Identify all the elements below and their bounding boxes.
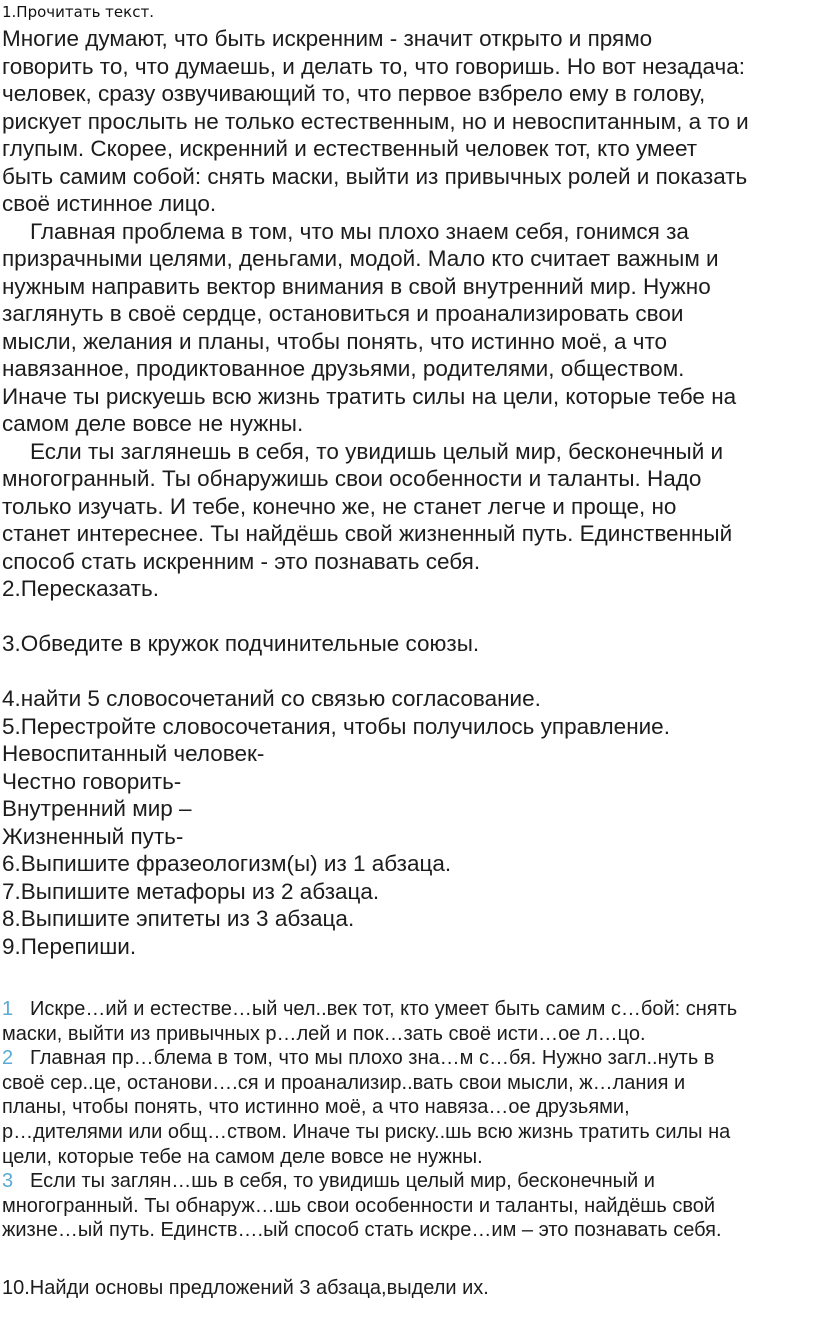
paragraph-2-line: призрачными целями, деньгами, модой. Мало кто считает важным и bbox=[2, 246, 719, 271]
paragraph-2-line: Иначе ты рискуешь всю жизнь тратить силы на цели, которые тебе на bbox=[2, 383, 737, 409]
exercise-item-2-line: своё сер..це, останови….ся и проанализир..вать свои мысли, ж…лания и bbox=[2, 1071, 686, 1094]
exercise-text: Если ты заглян…шь в себя, то увидишь целый мир, бесконечный и bbox=[30, 1170, 655, 1193]
blank-line bbox=[2, 603, 814, 631]
paragraph-2-line: нужным направить вектор внимания в свой внутренний мир. Нужно bbox=[2, 273, 711, 299]
exercise-item-1-line bbox=[2, 997, 814, 1022]
paragraph-1-line: говорить то, что думаешь, и делать то, что говоришь. Но вот незадача: bbox=[2, 53, 746, 79]
paragraph-1-line: своё истинное лицо. bbox=[2, 191, 217, 216]
task-4: 4.найти 5 словосочетаний со связью согласование. bbox=[2, 686, 541, 711]
paragraph-2-line: Главная проблема в том, что мы плохо знаем себя, гонимся за bbox=[30, 218, 689, 244]
exercise-item-2-line: планы, чтобы понять, что истинно моё, а что навяза…ое друзьями, bbox=[2, 1096, 630, 1119]
task-8: 8.Выпишите эпитеты из 3 абзаца. bbox=[2, 906, 355, 931]
paragraph-3-line: многогранный. Ты обнаружишь свои особенности и таланты. Надо bbox=[2, 466, 702, 491]
exercise-text: Главная пр…блема в том, что мы плохо зна…м с…бя. Нужно загл..нуть в bbox=[30, 1047, 715, 1070]
phrase-item: Честно говорить- bbox=[2, 768, 182, 794]
paragraph-1-line: Многие думают, что быть искренним - значит открыто и прямо bbox=[2, 26, 653, 51]
task-3: 3.Обведите в кружок подчинительные союзы. bbox=[2, 631, 480, 656]
phrase-item: Внутренний мир – bbox=[2, 796, 192, 821]
paragraph-1-line: быть самим собой: снять маски, выйти из привычных ролей и показать bbox=[2, 163, 748, 189]
paragraph-2-line: навязанное, продиктованное друзьями, родителями, обществом. bbox=[2, 356, 685, 381]
phrase-item: Жизненный путь- bbox=[2, 823, 184, 849]
paragraph-3-line: только изучать. И тебе, конечно же, не станет легче и проще, но bbox=[2, 493, 677, 519]
item-number-1: 1 bbox=[2, 998, 14, 1020]
task-1-heading: 1.Прочитать текст. bbox=[2, 3, 154, 21]
phrase-item: Невоспитанный человек- bbox=[2, 741, 265, 766]
task-5: 5.Перестройте словосочетания, чтобы получилось управление. bbox=[2, 713, 670, 739]
task-6: 6.Выпишите фразеологизм(ы) из 1 абзаца. bbox=[2, 851, 452, 876]
task-2: 2.Пересказать. bbox=[2, 576, 159, 601]
exercise-text: Искре…ий и естестве…ый чел..век тот, кто умеет быть самим с…бой: снять bbox=[30, 998, 738, 1020]
exercise-item-2-line: цели, которые тебе на самом деле вовсе не нужны. bbox=[2, 1145, 483, 1168]
task-10: 10.Найди основы предложений 3 абзаца,выдели их. bbox=[2, 1277, 489, 1299]
paragraph-1-line: человек, сразу озвучивающий то, что первое взбрело ему в голову, bbox=[2, 81, 706, 106]
paragraph-2-line: заглянуть в своё сердце, остановиться и проанализировать свои bbox=[2, 301, 684, 326]
paragraph-3-line: Если ты заглянешь в себя, то увидишь целый мир, бесконечный и bbox=[30, 438, 724, 464]
task-7: 7.Выпишите метафоры из 2 абзаца. bbox=[2, 878, 380, 904]
paragraph-1-line: рискует прослыть не только естественным, но и невоспитанным, а то и bbox=[2, 108, 749, 134]
paragraph-2-line: мысли, желания и планы, чтобы понять, что истинно моё, а что bbox=[2, 328, 668, 354]
main-text bbox=[2, 25, 814, 960]
copy-exercise bbox=[2, 997, 814, 1243]
exercise-item-3-line: жизне…ый путь. Единств….ый способ стать искре…им – это познавать себя. bbox=[2, 1219, 722, 1242]
paragraph-2-line: самом деле вовсе не нужны. bbox=[2, 411, 304, 436]
task-9: 9.Перепиши. bbox=[2, 933, 137, 959]
exercise-item-3-line bbox=[2, 1169, 814, 1194]
paragraph-3-line: способ стать искренним - это познавать себя. bbox=[2, 548, 481, 574]
exercise-item-2-line bbox=[2, 1046, 814, 1071]
paragraph-1-line: глупым. Скорее, искренний и естественный человек тот, кто умеет bbox=[2, 136, 698, 161]
paragraph-3-line: станет интереснее. Ты найдёшь свой жизненный путь. Единственный bbox=[2, 521, 733, 546]
exercise-item-1-line: маски, выйти из привычных р…лей и пок…зать своё исти…ое л…цо. bbox=[2, 1022, 646, 1045]
item-number-2: 2 bbox=[2, 1047, 14, 1070]
blank-line bbox=[2, 658, 814, 686]
exercise-item-3-line: многогранный. Ты обнаруж…шь свои особенности и таланты, найдёшь свой bbox=[2, 1194, 716, 1217]
exercise-item-2-line: р…дителями или общ…ством. Иначе ты риску..шь всю жизнь тратить силы на bbox=[2, 1120, 731, 1143]
item-number-3: 3 bbox=[2, 1170, 14, 1193]
